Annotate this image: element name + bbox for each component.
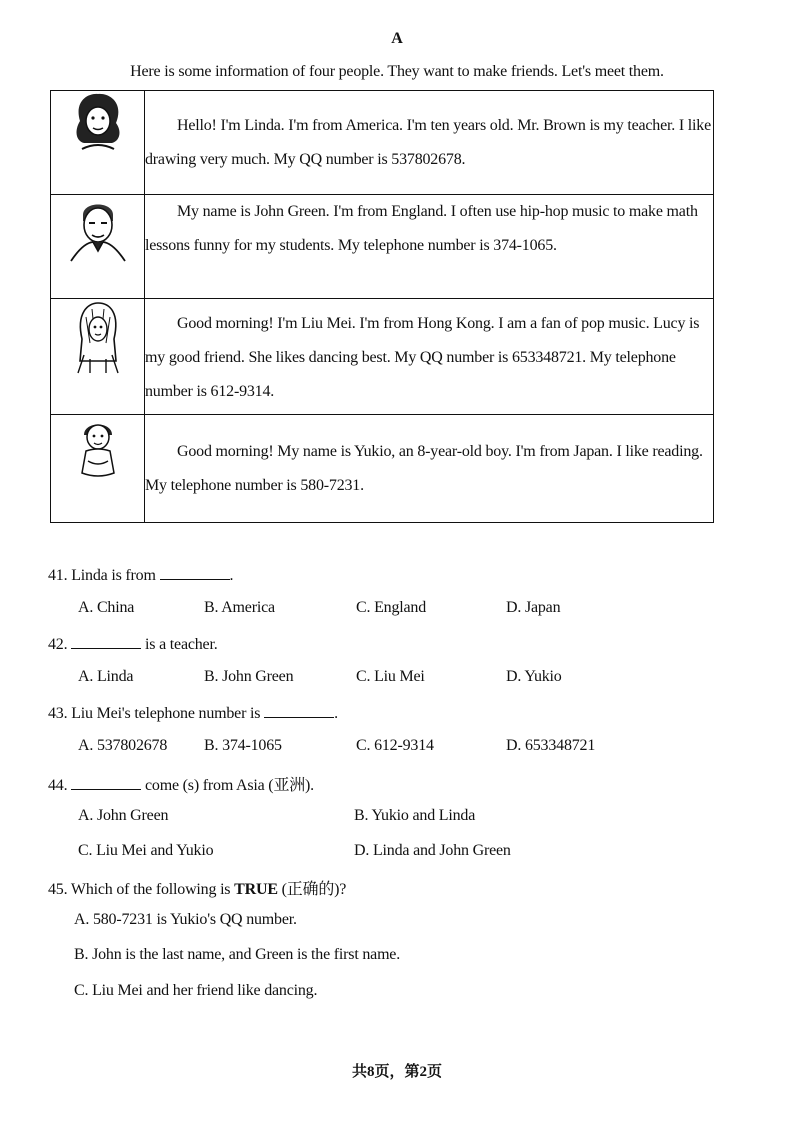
question-41: [48, 565, 233, 585]
person-description: [145, 299, 714, 415]
person-row: [51, 195, 714, 299]
question-45: [48, 876, 346, 899]
boy-portrait-icon: [70, 415, 126, 479]
question-text: (正确的)?: [281, 881, 347, 898]
option-d[interactable]: D. 653348721: [506, 737, 596, 754]
person-row: [51, 415, 714, 523]
person-text: Good morning! My name is Yukio, an 8-year-old boy. I'm from Japan. I like reading. My telephone number is 580-7231.: [145, 443, 703, 494]
answer-blank[interactable]: [71, 634, 141, 649]
passage-intro: Here is some information of four people. They want to make friends. Let's meet them.: [130, 63, 664, 80]
section-letter: A: [391, 30, 403, 47]
answer-blank[interactable]: [264, 703, 334, 718]
question-text: Liu Mei's telephone number is: [71, 705, 261, 722]
people-table: [50, 90, 714, 523]
question-text: .: [229, 567, 234, 584]
person-description: [145, 91, 714, 195]
option-c[interactable]: C. Liu Mei and Yukio: [78, 842, 214, 859]
option-b[interactable]: B. America: [204, 599, 275, 616]
option-d[interactable]: D. Linda and John Green: [354, 842, 511, 859]
option-c[interactable]: C. 612-9314: [356, 737, 434, 754]
person-text: Hello! I'm Linda. I'm from America. I'm ten years old. Mr. Brown is my teacher. I like drawing very much. My QQ number is 537802678.: [145, 117, 711, 168]
option-b[interactable]: B. 374-1065: [204, 737, 282, 754]
question-number: 41.: [48, 567, 68, 584]
person-picture-cell: [51, 91, 145, 195]
question-text: come (s) from Asia (亚洲).: [145, 777, 314, 794]
question-text: is a teacher.: [145, 636, 218, 653]
question-number: 42.: [48, 636, 68, 653]
option-c[interactable]: C. England: [356, 599, 426, 616]
option-c[interactable]: C. Liu Mei: [356, 668, 425, 685]
person-row: [51, 299, 714, 415]
answer-blank[interactable]: [160, 565, 230, 580]
person-description: [145, 415, 714, 523]
option-d[interactable]: D. Japan: [506, 599, 561, 616]
person-row: [51, 91, 714, 195]
person-text: My name is John Green. I'm from England. I often use hip-hop music to make math lessons funny for my students. My telephone number is 374-1065.: [145, 203, 698, 254]
person-picture-cell: [51, 415, 145, 523]
person-text: Good morning! I'm Liu Mei. I'm from Hong Kong. I am a fan of pop music. Lucy is my good friend. She likes dancing best. My QQ number is 653348721. My telephone number is 612-9314.: [145, 315, 700, 400]
question-number: 44.: [48, 777, 68, 794]
option-a[interactable]: A. China: [78, 599, 135, 616]
question-text: Which of the following is: [70, 881, 231, 898]
option-c[interactable]: C. Liu Mei and her friend like dancing.: [74, 982, 318, 999]
option-a[interactable]: A. 537802678: [78, 737, 168, 754]
question-number: 43.: [48, 705, 68, 722]
option-a[interactable]: A. 580-7231 is Yukio's QQ number.: [74, 911, 297, 928]
man-portrait-icon: [63, 195, 133, 265]
question-number: 45.: [48, 881, 68, 898]
option-a[interactable]: A. Linda: [78, 668, 134, 685]
page-footer: 共8页，第2页: [351, 1064, 442, 1080]
option-b[interactable]: B. Yukio and Linda: [354, 807, 476, 824]
girl-portrait-icon: [68, 91, 128, 155]
question-44: [48, 772, 314, 795]
question-text: Linda is from: [71, 567, 156, 584]
person-description: [145, 195, 714, 299]
option-a[interactable]: A. John Green: [78, 807, 169, 824]
option-b[interactable]: B. John is the last name, and Green is the first name.: [74, 946, 401, 963]
question-text: .: [334, 705, 338, 722]
option-d[interactable]: D. Yukio: [506, 668, 562, 685]
question-43: [48, 703, 338, 723]
person-picture-cell: [51, 195, 145, 299]
answer-blank[interactable]: [71, 775, 141, 790]
option-b[interactable]: B. John Green: [204, 668, 294, 685]
emphasis-true: TRUE: [234, 881, 278, 898]
question-42: [48, 634, 218, 654]
woman-portrait-icon: [68, 299, 128, 375]
person-picture-cell: [51, 299, 145, 415]
